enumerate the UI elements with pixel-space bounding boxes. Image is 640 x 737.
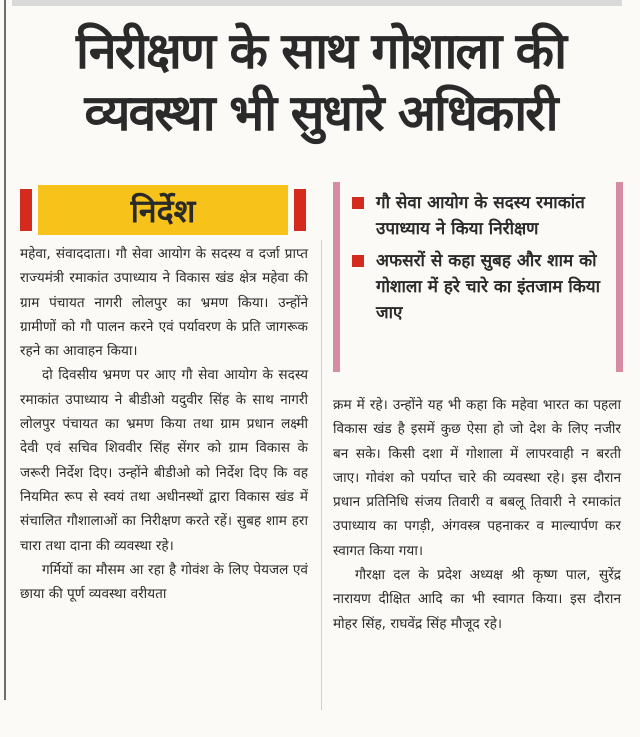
label-bar-right (294, 189, 306, 231)
right-column (333, 393, 621, 636)
paragraph: दो दिवसीय भ्रमण पर आए गौ सेवा आयोग के सदस्य रमाकांत उपाध्याय ने बीडीओ यदुवीर सिंह के साथ नागरी लोलपुर पंचायत का भ्रमण किया तथा ग्राम प्रधान लक्ष्मी देवी एवं सचिव शिववीर सिंह सेंगर को ग्राम विकास के जरूरी निर्देश दिए। उन्होंने बीडीओ को निर्देश दिए कि वह नियमित रूप से स्वयं तथा अधीनस्थों द्वारा विकास खंड में संचालित गौशालाओं का निरीक्षण करते रहें। सुबह शाम हरा चारा तथा दाना की व्यवस्था रहे। (20, 367, 308, 554)
section-label: निर्देश (130, 191, 196, 230)
square-bullet-icon (352, 255, 364, 267)
headline-line-2: व्यवस्था भी सुधारे अधिकारी (84, 84, 557, 142)
paragraph: क्रम में रहे। उन्होंने यह भी कहा कि महेवा भारत का पहला विकास खंड है इसमें कुछ ऐसा हो जो देश के लिए नजीर बन सके। किसी दशा में गोशाला में लापरवाही न बरती जाए। गोवंश को पर्याप्त चारे की व्यवस्था रहे। इस दौरान प्रधान प्रतिनिधि संजय तिवारी व बबलू तिवारी ने रमाकांत उपाध्याय का पगड़ी, अंगवस्त्र पहनाकर व माल्यार्पण कर स्वागत किया गया। (333, 397, 621, 559)
left-column (20, 242, 308, 606)
highlight-item (352, 190, 606, 242)
column-divider (321, 240, 322, 710)
headline (18, 20, 623, 144)
label-bar-left (20, 189, 32, 231)
headline-line-1: निरीक्षण के साथ गोशाला की (75, 22, 566, 80)
top-rule (12, 0, 622, 6)
paragraph: महेवा, संवाददाता। गौ सेवा आयोग के सदस्य व दर्जा प्राप्त राज्यमंत्री रमाकांत उपाध्याय ने विकास खंड क्षेत्र महेवा की ग्राम पंचायत नागरी लोलपुर का भ्रमण किया। उन्होंने ग्रामीणों को गौ पालन करने एवं पर्यावरण के प्रति जागरूक रहने का आवाहन किया। (20, 246, 308, 360)
highlight-text: गौ सेवा आयोग के सदस्य रमाकांत उपाध्याय ने किया निरीक्षण (376, 193, 585, 239)
highlight-text: अफसरों से कहा सुबह और शाम को गोशाला में हरे चारे का इंतजाम किया जाए (376, 251, 601, 323)
left-rule (4, 0, 6, 700)
square-bullet-icon (352, 197, 364, 209)
paragraph: गर्मियों का मौसम आ रहा है गोवंश के लिए पेयजल एवं छाया की पूर्ण व्यवस्था वरीयता (20, 561, 308, 603)
section-label-box (20, 185, 306, 235)
highlight-item (352, 248, 606, 326)
highlights-box (333, 182, 623, 372)
paragraph: गौरक्षा दल के प्रदेश अध्यक्ष श्री कृष्ण पाल, सुरेंद्र नारायण दीक्षित आदि का भी स्वागत किया। इस दौरान मोहर सिंह, राघवेंद्र सिंह मौजूद रहे। (333, 567, 621, 632)
